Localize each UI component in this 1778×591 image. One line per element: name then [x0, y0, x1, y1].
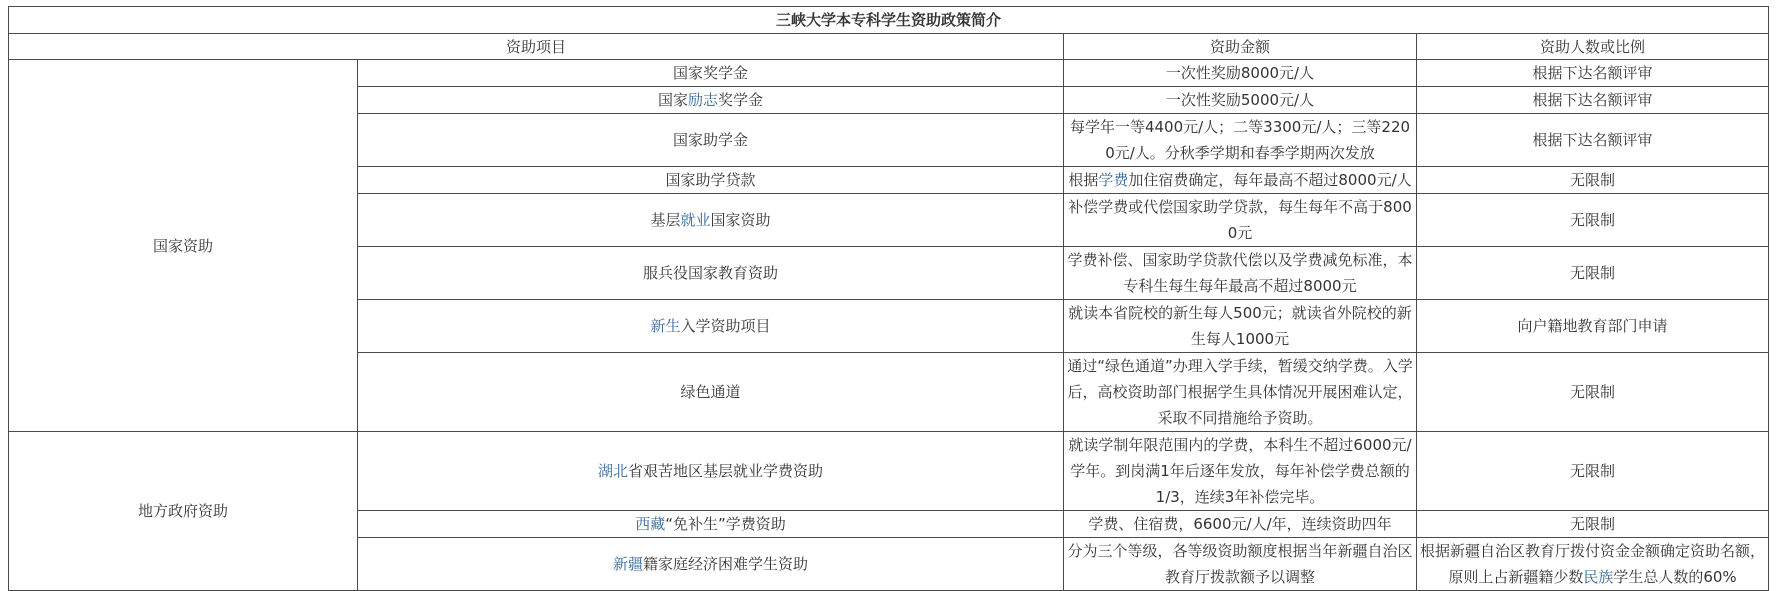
table-row: [9, 60, 1769, 87]
header-row: [9, 34, 1769, 60]
amount-cell: 学费补偿、国家助学贷款代偿以及学费减免标准，本专科生每生每年最高不超过8000元: [1064, 247, 1417, 300]
amount-cell: 就读学制年限范围内的学费，本科生不超过6000元/学年。到岗满1年后逐年发放，每年补偿学费总额的1/3，连续3年补偿完毕。: [1064, 432, 1417, 511]
keyword-link[interactable]: 就业: [680, 211, 711, 229]
cell-text: 根据新疆自治区教育厅拨付资金金额确定资助名额，原则上占新疆籍少数: [1420, 542, 1766, 586]
count-cell: 无限制: [1417, 194, 1769, 247]
cell-text: 服兵役国家教育资助: [642, 264, 778, 282]
count-cell: 向户籍地教育部门申请: [1417, 300, 1769, 353]
cell-text: “免补生”学费资助: [665, 515, 786, 533]
cell-text: 基层: [650, 211, 681, 229]
cell-text: 籍家庭经济困难学生资助: [643, 555, 809, 573]
count-cell: 无限制: [1417, 247, 1769, 300]
header-item: 资助项目: [9, 34, 1064, 60]
table-title: 三峡大学本专科学生资助政策简介: [9, 7, 1769, 34]
amount-cell: 就读本省院校的新生每人500元；就读省外院校的新生每人1000元: [1064, 300, 1417, 353]
header-amount: 资助金额: [1064, 34, 1417, 60]
item-cell: [358, 300, 1064, 353]
amount-cell: 通过“绿色通道”办理入学手续，暂缓交纳学费。入学后，高校资助部门根据学生具体情况开展困难认定，采取不同措施给予资助。: [1064, 353, 1417, 432]
count-cell: 根据下达名额评审: [1417, 114, 1769, 167]
count-cell: 根据下达名额评审: [1417, 60, 1769, 87]
item-cell: [358, 432, 1064, 511]
group-name: 国家资助: [9, 60, 358, 432]
cell-text: 绿色通道: [680, 383, 741, 401]
policy-table: [8, 6, 1769, 591]
cell-text: 国家奖学金: [672, 64, 748, 82]
item-cell: [358, 194, 1064, 247]
amount-cell: 一次性奖励5000元/人: [1064, 87, 1417, 114]
count-cell: 无限制: [1417, 432, 1769, 511]
keyword-link[interactable]: 励志: [687, 91, 718, 109]
item-cell: [358, 60, 1064, 87]
keyword-link[interactable]: 新生: [650, 317, 681, 335]
amount-cell: 一次性奖励8000元/人: [1064, 60, 1417, 87]
cell-text: 根据: [1068, 171, 1099, 189]
keyword-link[interactable]: 新疆: [612, 555, 643, 573]
item-cell: [358, 167, 1064, 194]
group-name: 地方政府资助: [9, 432, 358, 591]
amount-cell: 分为三个等级，各等级资助额度根据当年新疆自治区教育厅拨款额予以调整: [1064, 538, 1417, 591]
count-cell: [1417, 538, 1769, 591]
keyword-link[interactable]: 湖北: [597, 462, 628, 480]
amount-cell: [1064, 167, 1417, 194]
cell-text: 学生总人数的60%: [1613, 568, 1737, 586]
amount-cell: 补偿学费或代偿国家助学贷款，每生每年不高于8000元: [1064, 194, 1417, 247]
count-cell: 无限制: [1417, 167, 1769, 194]
header-count: 资助人数或比例: [1417, 34, 1769, 60]
count-cell: 根据下达名额评审: [1417, 87, 1769, 114]
amount-cell: 每学年一等4400元/人；二等3300元/人；三等2200元/人。分秋季学期和春季学期两次发放: [1064, 114, 1417, 167]
cell-text: 省艰苦地区基层就业学费资助: [628, 462, 824, 480]
cell-text: 国家助学贷款: [665, 171, 756, 189]
item-cell: [358, 87, 1064, 114]
keyword-link[interactable]: 民族: [1583, 568, 1614, 586]
keyword-link[interactable]: 学费: [1098, 171, 1129, 189]
cell-text: 国家资助: [710, 211, 771, 229]
keyword-link[interactable]: 西藏: [635, 515, 666, 533]
table-row: [9, 432, 1769, 511]
cell-text: 奖学金: [718, 91, 764, 109]
cell-text: 加住宿费确定，每年最高不超过8000元/人: [1128, 171, 1412, 189]
cell-text: 入学资助项目: [680, 317, 771, 335]
item-cell: [358, 538, 1064, 591]
item-cell: [358, 511, 1064, 538]
cell-text: 国家助学金: [672, 131, 748, 149]
item-cell: [358, 114, 1064, 167]
count-cell: 无限制: [1417, 353, 1769, 432]
item-cell: [358, 353, 1064, 432]
cell-text: 国家: [657, 91, 688, 109]
item-cell: [358, 247, 1064, 300]
count-cell: 无限制: [1417, 511, 1769, 538]
amount-cell: 学费、住宿费，6600元/人/年，连续资助四年: [1064, 511, 1417, 538]
